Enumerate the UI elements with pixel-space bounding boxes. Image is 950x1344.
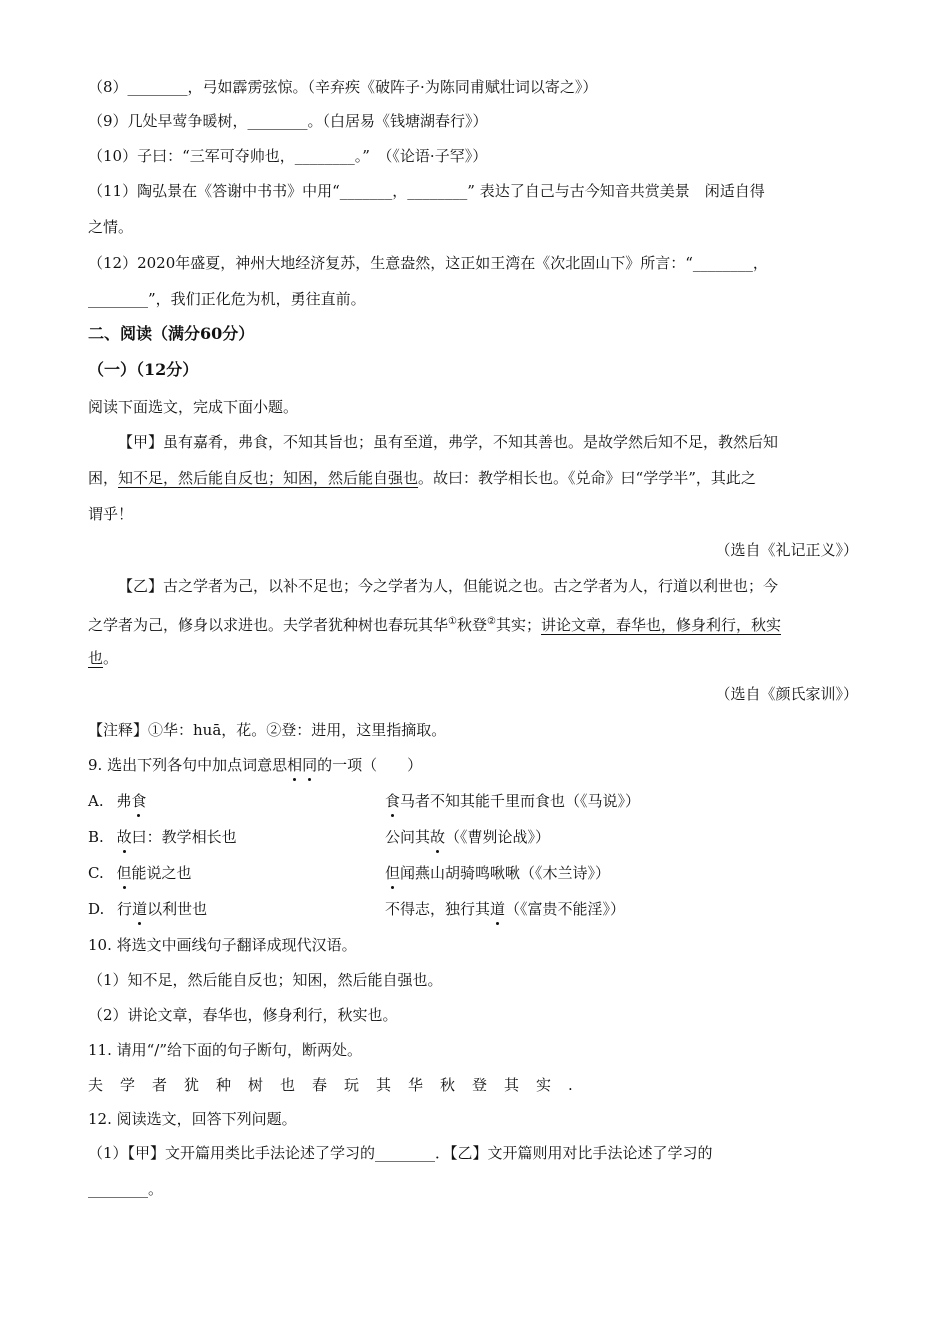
option-text: 马者不知其能千里而食也（《马说》） (400, 792, 641, 810)
fill-question-11: （11）陶弘景在《答谢中书书》中用“_______，________” 表达了自己与古今知音共赏美景 闲适自得 (88, 182, 765, 200)
dotted-char: 相 (287, 756, 303, 774)
fill-question-12: （12）2020年盛夏，神州大地经济复苏，生意盎然，这正如王湾在《次北固山下》所言：“________， (88, 254, 768, 272)
dotted-char: 故 (430, 828, 446, 846)
passage-yi-text: 其实； (495, 616, 541, 634)
option-text: 闻燕山胡骑鸣啾啾（《木兰诗》） (400, 864, 611, 882)
punctuation-sentence: 夫学者犹种树也春玩其华秋登其实. (88, 1076, 590, 1094)
option-text: 行 (117, 900, 133, 918)
dotted-char: 食 (385, 792, 401, 810)
option-text: 弗 (116, 792, 132, 810)
question-12-sub-1: （1）【甲】文开篇用类比手法论述了学习的________．【乙】文开篇则用对比手法论述了学习的 (88, 1144, 713, 1162)
fill-question-12-cont: ________”，我们正化危为机，勇往直前。 (88, 290, 366, 308)
annotation-note: 【注释】①华：huā，花。②登：进用，这里指摘取。 (88, 721, 447, 739)
passage-jia-line-1: 【甲】虽有嘉肴，弗食，不知其旨也；虽有至道，弗学，不知其善也。是故学然后知不足，教然后知 (118, 433, 779, 451)
fill-question-8: （8）________，弓如霹雳弦惊。（辛弃疾《破阵子·为陈同甫赋壮词以寄之》） (88, 78, 598, 96)
passage-jia-text: 。故曰：教学相长也。《兑命》曰“学学半”，其此之 (418, 469, 756, 487)
option-text: 能说之也 (131, 864, 192, 882)
passage-yi-line-1: 【乙】古之学者为己，以补不足也；今之学者为人，但能说之也。古之学者为人，行道以利世也；今 (118, 577, 779, 595)
dotted-char: 食 (131, 792, 147, 810)
option-letter: C. (88, 864, 104, 882)
option-text: （《富贵不能淫》） (505, 900, 626, 918)
question-10-stem: 10. 将选文中画线句子翻译成现代汉语。 (88, 936, 357, 954)
option-text: 以利世也 (147, 900, 208, 918)
question-12-stem: 12. 阅读选文，回答下列问题。 (88, 1110, 297, 1128)
option-text: 不得志，独行其 (385, 900, 491, 918)
question-10-sub-2: （2）讲论文章，春华也，修身利行，秋实也。 (88, 1006, 398, 1024)
option-text: （《曹刿论战》） (445, 828, 551, 846)
question-10-sub-1: （1）知不足，然后能自反也；知困，然后能自强也。 (88, 971, 443, 989)
option-text: 公问其 (385, 828, 431, 846)
option-b[interactable] (88, 826, 868, 848)
underlined-sentence-yi-end: 也 (88, 649, 104, 667)
dotted-char: 同 (302, 756, 318, 774)
question-12-sub-1-cont: ________。 (88, 1180, 164, 1198)
reading-instruction: 阅读下面选文，完成下面小题。 (88, 398, 299, 416)
fill-question-10: （10）子曰：“三军可夺帅也，________。” （《论语·子罕》） (88, 147, 488, 165)
dotted-char: 道 (132, 900, 148, 918)
passage-jia-source: （选自《礼记正义》） (715, 541, 858, 559)
dotted-char: 故 (116, 828, 132, 846)
passage-yi-text: 之学者为己，修身以求进也。夫学者犹种树也春玩其华 (88, 616, 449, 634)
part-title: （一）（12分） (88, 360, 199, 379)
option-letter: D. (88, 900, 105, 918)
passage-yi-source: （选自《颜氏家训》） (715, 685, 858, 703)
passage-jia-line-2 (88, 467, 756, 489)
option-letter: B. (88, 828, 104, 846)
underlined-sentence-yi: 讲论文章，春华也，修身利行，秋实 (540, 616, 781, 634)
option-letter: A. (88, 792, 104, 810)
passage-jia-text: 困， (88, 469, 119, 487)
fill-question-9: （9）几处早莺争暖树，________。（白居易《钱塘湖春行》） (88, 112, 488, 130)
footnote-marker: ② (487, 616, 496, 627)
passage-yi-text: 。 (103, 649, 119, 667)
option-a[interactable] (88, 790, 868, 812)
underlined-sentence-jia: 知不足，然后能自反也；知困，然后能自强也 (118, 469, 419, 487)
option-d[interactable] (88, 898, 868, 920)
question-text: 9. 选出下列各句中加点词意思 (88, 756, 288, 774)
fill-question-11-cont: 之情。 (88, 218, 134, 236)
dotted-char: 道 (490, 900, 506, 918)
passage-yi-text: 秋登 (456, 616, 487, 634)
question-9-stem (88, 754, 422, 776)
question-11-stem: 11. 请用“/”给下面的句子断句，断两处。 (88, 1041, 363, 1059)
passage-jia-line-3: 谓乎！ (88, 505, 134, 523)
dotted-char: 但 (385, 864, 401, 882)
passage-yi-line-2 (88, 611, 781, 636)
question-text: 的一项（ ） (317, 756, 423, 774)
passage-yi-line-3 (88, 647, 118, 669)
option-text: 曰：教学相长也 (131, 828, 237, 846)
dotted-char: 但 (116, 864, 132, 882)
section-title: 二、阅读（满分60分） (88, 324, 255, 343)
footnote-marker: ① (448, 616, 457, 627)
option-c[interactable] (88, 862, 868, 884)
